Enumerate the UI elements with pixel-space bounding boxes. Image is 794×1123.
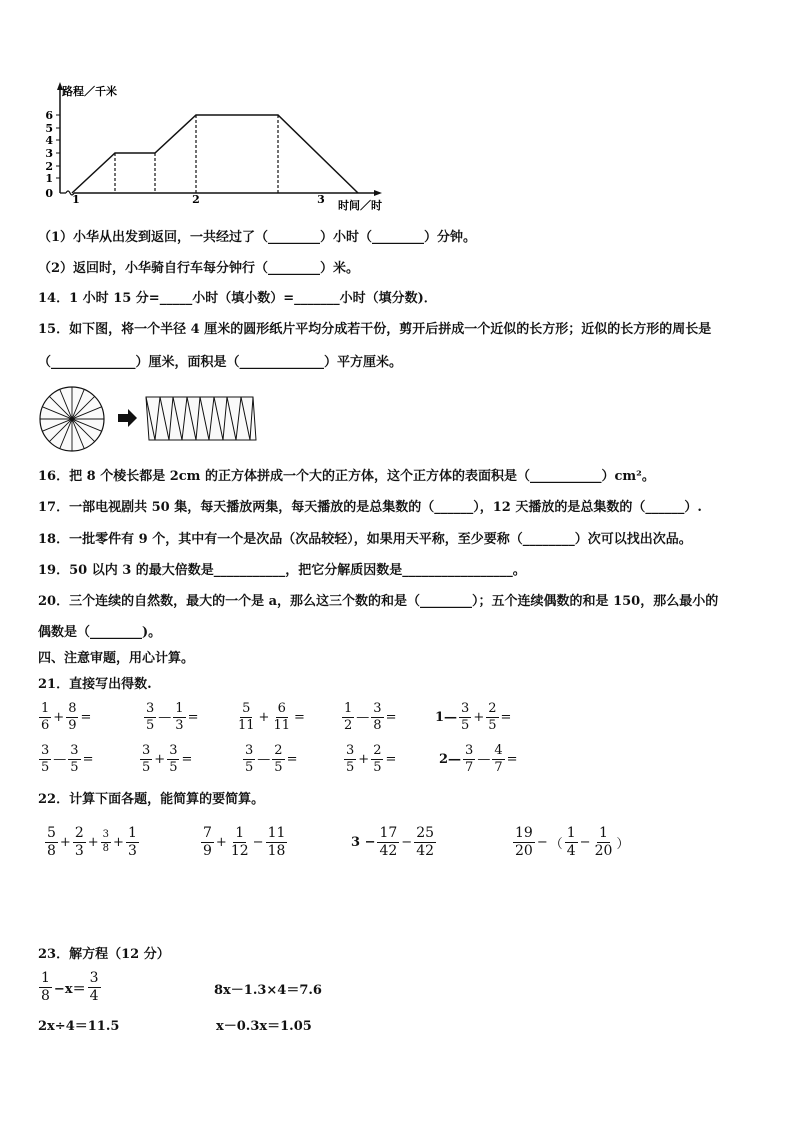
q23-equation-1: $\frac{1}{8}$ −x＝ $\frac{3}{4}$ — [38, 971, 102, 1003]
fraction: $\frac{6}{11}$ — [273, 701, 290, 733]
y-tick-label: 3 — [45, 147, 53, 160]
q16: 16．把 8 个棱长都是 2cm 的正方体拼成一个大的正方体，这个正方体的表面积是（___________）cm²。 — [38, 469, 655, 484]
q21-expr: $\frac{3}{5}$ — $\frac{2}{5}$ = — [242, 744, 298, 774]
arrow-right-icon — [118, 409, 137, 427]
distance-time-graph — [30, 78, 390, 213]
fraction: $\frac{2}{3}$ — [74, 825, 84, 859]
y-tick-label: 1 — [45, 172, 53, 185]
q23-equation-2: 8x－1.3×4＝7.6 — [214, 983, 322, 998]
q22-expr: $\frac{7}{9}$ + $\frac{1}{12}$ − $\frac{11}{18}$ — [200, 826, 288, 858]
fraction: $\frac{3}{5}$ — [169, 743, 178, 775]
fraction: $\frac{3}{7}$ — [465, 743, 474, 775]
fraction: $\frac{1}{2}$ — [344, 701, 353, 733]
q22-expr: $\frac{19}{20}$ − （ $\frac{1}{4}$ − $\frac{1}{20}$ ） — [512, 826, 630, 858]
y-tick-label: 6 — [45, 109, 53, 122]
q21-expr: $\frac{3}{5}$ — $\frac{3}{5}$ = — [38, 744, 94, 774]
q21-expr: $\frac{3}{5}$ + $\frac{3}{5}$ = — [139, 744, 193, 774]
q20-line1: 20．三个连续的自然数，最大的一个是 a，那么这三个数的和是（________）；五个连续偶数的和是 150，那么最小的 — [38, 594, 719, 609]
circle-to-rectangle-figure — [36, 384, 266, 454]
fraction: $\frac{1}{3}$ — [175, 701, 184, 733]
fraction: $\frac{2}{5}$ — [373, 743, 382, 775]
fraction: $\frac{1}{12}$ — [230, 825, 249, 859]
y-tick-label: 2 — [45, 160, 53, 173]
y-tick-label: 0 — [45, 187, 53, 200]
q13-sub2: （2）返回时，小华骑自行车每分钟行（________）米。 — [38, 261, 360, 276]
q22-title: 22．计算下面各题，能简算的要简算。 — [38, 792, 265, 807]
q23-equation-3: 2x÷4＝11.5 — [38, 1019, 120, 1034]
q22-expr: 3 − $\frac{17}{42}$ − $\frac{25}{42}$ — [350, 826, 437, 858]
q14: 14．1 小时 15 分=_____小时（填小数）=_______小时（填分数)． — [38, 291, 437, 306]
fraction: $\frac{4}{7}$ — [494, 743, 503, 775]
circle-sector-lines — [40, 387, 104, 451]
fraction: $\frac{2}{5}$ — [488, 701, 497, 733]
q17: 17．一部电视剧共 50 集，每天播放两集，每天播放的是总集数的（______），12 天播放的是总集数的（______）. — [38, 500, 702, 515]
approx-rectangle — [146, 397, 256, 440]
fraction: $\frac{3}{5}$ — [70, 743, 79, 775]
fraction: $\frac{2}{5}$ — [274, 743, 283, 775]
section-4-heading: 四、注意审题，用心计算。 — [38, 651, 195, 666]
fraction: $\frac{3}{5}$ — [461, 701, 470, 733]
q22-expr: $\frac{5}{8}$ + $\frac{2}{3}$ + $\frac{3}{8}$ + $\frac{1}{3}$ — [44, 826, 140, 858]
fraction: $\frac{3}{5}$ — [41, 743, 50, 775]
x-tick-label: 1 — [72, 193, 80, 206]
fraction: $\frac{3}{8}$ — [102, 829, 110, 854]
q21-expr: $\frac{1}{2}$ — $\frac{3}{8}$ = — [341, 702, 397, 732]
q15-line2: （_____________）厘米，面积是（_____________）平方厘米。 — [38, 355, 403, 370]
fraction: $\frac{7}{9}$ — [203, 825, 212, 859]
fraction: $\frac{1}{6}$ — [41, 701, 50, 733]
x-axis-label: 时间／时 — [338, 199, 382, 212]
fraction: $\frac{3}{5}$ — [142, 743, 151, 775]
q21-expr: 1— $\frac{3}{5}$ + $\frac{2}{5}$ = — [435, 701, 512, 733]
q21-expr: $\frac{3}{5}$ — $\frac{1}{3}$ = — [143, 702, 199, 732]
x-tick-label: 2 — [192, 193, 200, 206]
fraction: $\frac{5}{8}$ — [47, 825, 56, 859]
fraction: $\frac{25}{42}$ — [416, 825, 435, 859]
q21-expr: 2— $\frac{3}{7}$ — $\frac{4}{7}$ = — [439, 743, 518, 775]
fraction: $\frac{19}{20}$ — [515, 825, 533, 859]
q21-expr: $\frac{1}{6}$ + $\frac{8}{9}$ = — [38, 702, 92, 732]
q21-title: 21．直接写出得数. — [38, 677, 152, 692]
fraction: $\frac{3}{5}$ — [346, 743, 355, 775]
fraction: $\frac{5}{11}$ — [238, 701, 255, 733]
y-tick-label: 5 — [45, 122, 53, 135]
x-tick-label: 3 — [317, 193, 325, 206]
fraction: $\frac{1}{3}$ — [127, 825, 137, 859]
fraction: $\frac{1}{20}$ — [594, 825, 613, 859]
q18: 18．一批零件有 9 个，其中有一个是次品（次品较轻），如果用天平称，至少要称（________）次可以找出次品。 — [38, 532, 692, 547]
q23-title: 23．解方程（12 分） — [38, 947, 170, 962]
q21-expr: $\frac{5}{11}$ + $\frac{6}{11}$ = — [235, 702, 306, 732]
fraction: $\frac{3}{5}$ — [245, 743, 254, 775]
fraction: $\frac{1}{4}$ — [566, 825, 576, 859]
fraction: $\frac{11}{18}$ — [267, 825, 286, 859]
fraction: $\frac{3}{8}$ — [373, 701, 382, 733]
q21-expr: $\frac{3}{5}$ + $\frac{2}{5}$ = — [343, 744, 397, 774]
y-axis-label: 路程／千米 — [62, 85, 117, 98]
fraction: $\frac{8}{9}$ — [68, 701, 77, 733]
fraction: $\frac{17}{42}$ — [379, 825, 398, 859]
fraction: $\frac{1}{8}$ — [41, 970, 50, 1004]
q23-equation-4: x－0.3x＝1.05 — [216, 1019, 312, 1034]
q13-sub1: （1）小华从出发到返回，一共经过了（________）小时（________）分钟。 — [38, 230, 477, 245]
q19: 19．50 以内 3 的最大倍数是___________，把它分解质因数是_________________。 — [38, 563, 526, 578]
fraction: $\frac{3}{4}$ — [89, 970, 99, 1004]
q20-line2: 偶数是（________)。 — [38, 625, 162, 640]
y-tick-label: 4 — [45, 134, 53, 147]
x-axis-arrow — [374, 190, 382, 196]
fraction: $\frac{3}{5}$ — [146, 701, 155, 733]
q15-line1: 15．如下图，将一个半径 4 厘米的圆形纸片平均分成若干份，剪开后拼成一个近似的长方形；近似的长方形的周长是 — [38, 322, 712, 337]
